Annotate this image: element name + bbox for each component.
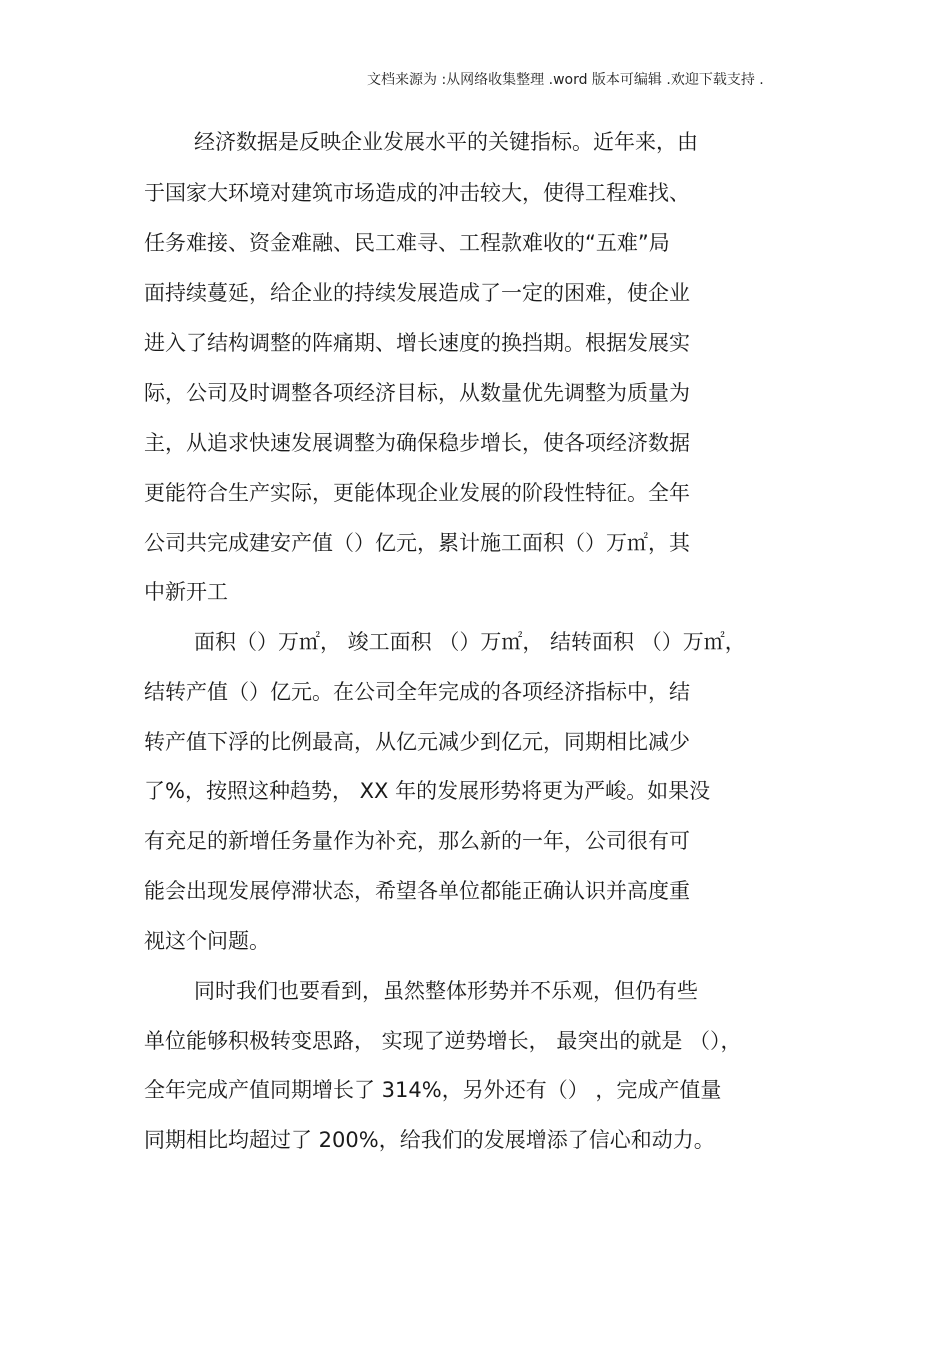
paragraph-1-line-9: 公司共完成建安产值（）亿元，累计施工面积（）万㎡，其 — [144, 531, 690, 555]
paragraph-2-line-2: 结转产值（）亿元。在公司全年完成的各项经济指标中，结 — [144, 680, 690, 704]
paragraph-1-line-6: 际，公司及时调整各项经济目标，从数量优先调整为质量为 — [144, 381, 690, 405]
paragraph-1-line-1: 经济数据是反映企业发展水平的关键指标。近年来，由 — [194, 130, 698, 154]
paragraph-2-line-1: 面积（）万㎡， 竣工面积 （）万㎡， 结转面积 （）万㎡， — [194, 630, 746, 654]
paragraph-2-line-7: 视这个问题。 — [144, 929, 270, 953]
paragraph-1-line-5: 进入了结构调整的阵痛期、增长速度的换挡期。根据发展实 — [144, 331, 690, 355]
paragraph-3-line-3: 全年完成产值同期增长了 314%，另外还有（） ，完成产值量 — [144, 1078, 722, 1102]
paragraph-1-line-10: 中新开工 — [144, 580, 228, 604]
paragraph-3-line-4: 同期相比均超过了 200%，给我们的发展增添了信心和动力。 — [144, 1128, 715, 1152]
paragraph-1-line-4: 面持续蔓延，给企业的持续发展造成了一定的困难，使企业 — [144, 281, 690, 305]
paragraph-1-line-8: 更能符合生产实际，更能体现企业发展的阶段性特征。全年 — [144, 481, 690, 505]
page-header: 文档来源为 :从网络收集整理 .word 版本可编辑 .欢迎下载支持 . — [367, 72, 764, 88]
paragraph-3-line-1: 同时我们也要看到，虽然整体形势并不乐观，但仍有些 — [194, 979, 698, 1003]
paragraph-1-line-2: 于国家大环境对建筑市场造成的冲击较大，使得工程难找、 — [144, 181, 690, 205]
paragraph-2-line-6: 能会出现发展停滞状态，希望各单位都能正确认识并高度重 — [144, 879, 690, 903]
paragraph-2-line-4: 了%，按照这种趋势， XX 年的发展形势将更为严峻。如果没 — [144, 779, 711, 803]
paragraph-1-line-7: 主，从追求快速发展调整为确保稳步增长，使各项经济数据 — [144, 431, 690, 455]
paragraph-1-line-3: 任务难接、资金难融、民工难寻、工程款难收的“五难”局 — [144, 231, 670, 255]
paragraph-2-line-5: 有充足的新增任务量作为补充，那么新的一年，公司很有可 — [144, 829, 690, 853]
paragraph-2-line-3: 转产值下浮的比例最高，从亿元减少到亿元，同期相比减少 — [144, 730, 690, 754]
paragraph-3-line-2: 单位能够积极转变思路， 实现了逆势增长， 最突出的就是 （）， — [144, 1029, 742, 1053]
